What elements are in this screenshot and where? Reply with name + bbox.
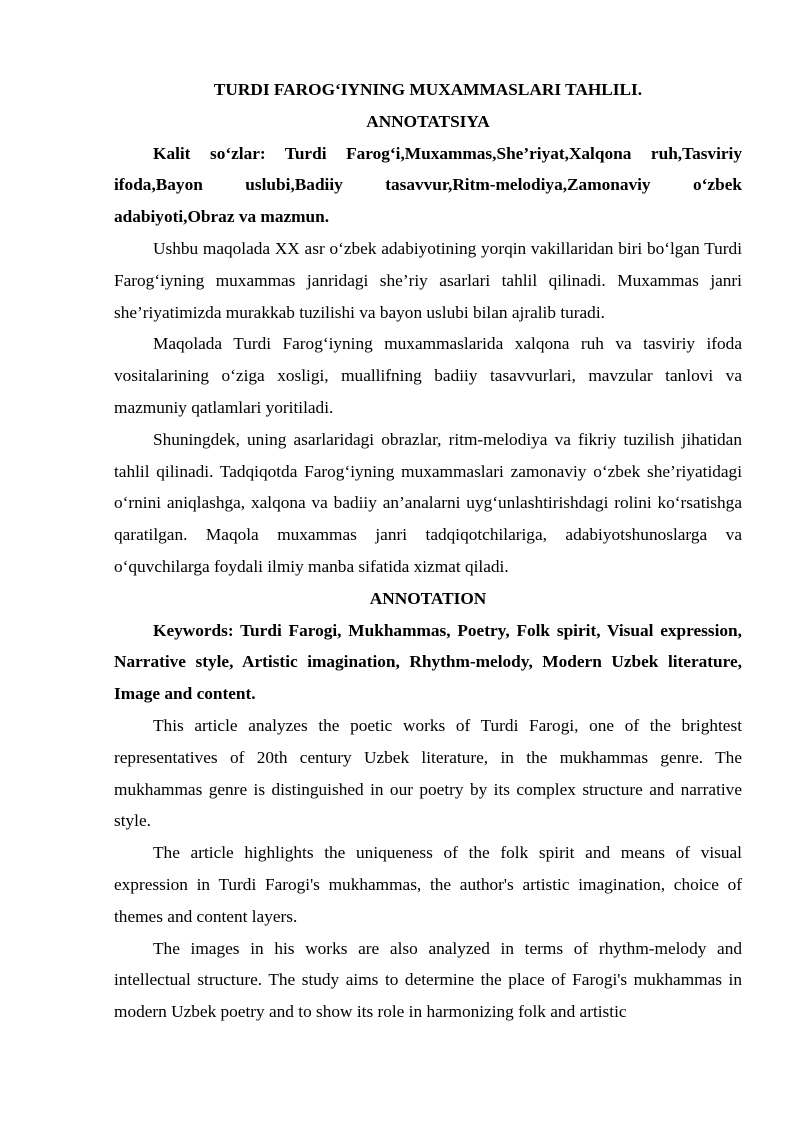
uz-paragraph-1: Ushbu maqolada XX asr o‘zbek adabiyotining yorqin vakillaridan biri bo‘lgan Turdi Farog‘iyning muxammas janridagi she’riy asarlari tahlil qilinadi. Muxammas janri she’riyatimizda murakkab tuzilishi va bayon uslubi bilan ajralib turadi. — [114, 238, 742, 322]
en-paragraph-1: This article analyzes the poetic works of Turdi Farogi, one of the brightest representatives of 20th century Uzbek literature, in the mukhammas genre. The mukhammas genre is distinguished in our poetry by its complex structure and narrative style. — [114, 715, 742, 831]
en-paragraph-2: The article highlights the uniqueness of the folk spirit and means of visual expression in Turdi Farogi's mukhammas, the author's artistic imagination, choice of themes and content layers. — [114, 843, 742, 926]
document-page — [114, 74, 742, 1028]
keywords-en: Keywords: Turdi Farogi, Mukhammas, Poetry, Folk spirit, Visual expression, Narrative style, Artistic imagination, Rhythm-melody, Modern Uzbek literature, Image and content. — [114, 620, 742, 704]
annotation-heading-en: ANNOTATION — [369, 588, 487, 608]
keywords-uz: Kalit so‘zlar: Turdi Farog‘i,Muxammas,She’riyat,Xalqona ruh,Tasviriy ifoda,Bayon uslubi,Badiiy tasavvur,Ritm-melodiya,Zamonaviy o‘zbek adabiyoti,Obraz va mazmun. — [114, 143, 742, 227]
uz-paragraph-3: Shuningdek, uning asarlaridagi obrazlar, ritm-melodiya va fikriy tuzilish jihatidan tahlil qilinadi. Tadqiqotda Farog‘iyning muxammaslari zamonaviy o‘zbek she’riyatidagi o‘rnini aniqlashga, xalqona va badiiy an’analarni uyg‘unlashtirishdagi rolini ko‘rsatishga qaratilgan. Maqola muxammas janri tadqiqotchilariga, adabiyotshunoslarga va o‘quvchilarga foydali ilmiy manba sifatida xizmat qiladi. — [114, 429, 742, 576]
annotation-heading-uz: ANNOTATSIYA — [366, 111, 490, 131]
en-paragraph-3: The images in his works are also analyzed in terms of rhythm-melody and intellectual structure. The study aims to determine the place of Farogi's mukhammas in modern Uzbek poetry and to show its role in harmonizing folk and artistic — [114, 938, 742, 1022]
uz-paragraph-2: Maqolada Turdi Farog‘iyning muxammaslarida xalqona ruh va tasviriy ifoda vositalarining o‘ziga xosligi, muallifning badiiy tasavvurlari, mavzular tanlovi va mazmuniy qatlamlari yoritiladi. — [114, 334, 742, 417]
article-title: TURDI FAROG‘IYNING MUXAMMASLARI TAHLILI. — [213, 80, 643, 99]
